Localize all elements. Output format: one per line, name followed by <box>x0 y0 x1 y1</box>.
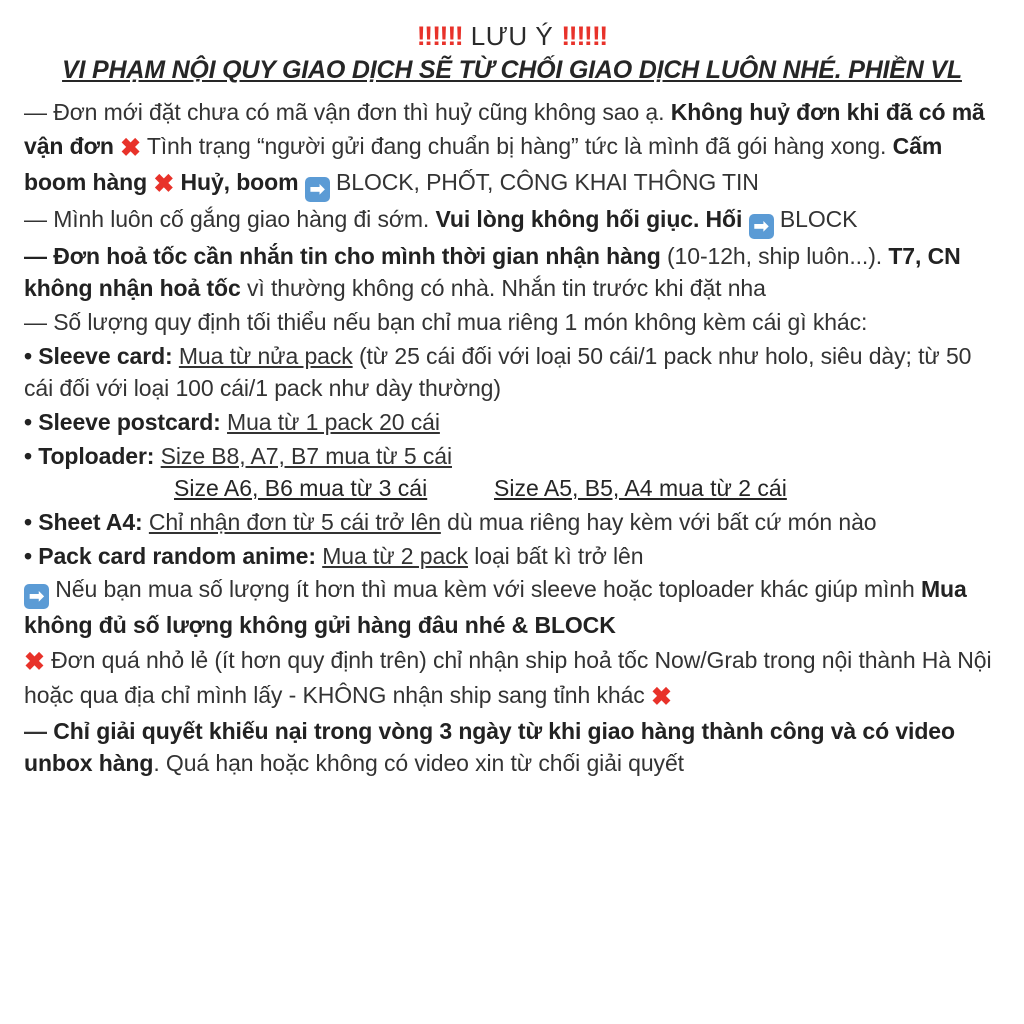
page-title <box>24 22 1000 52</box>
bullet-sheet-a4-label: • Sheet A4: <box>24 508 143 535</box>
rule-min-quantity-intro: — Số lượng quy định tối thiểu nếu bạn chỉ mua riêng 1 món không kèm cái gì khác: <box>24 308 868 335</box>
bullet-sheet-a4 <box>24 506 1000 539</box>
rule-combine-a: Nếu bạn mua số lượng ít hơn thì mua kèm với sleeve hoặc toploader khác giúp mình <box>55 576 915 603</box>
rule-no-rush-a: — Mình luôn cố gắng giao hàng đi sớm. <box>24 205 430 232</box>
bullet-toploader-qty-3: Size A5, B5, A4 mua từ 2 cái <box>494 475 787 502</box>
cross-mark-icon-2: ✖ <box>153 169 175 198</box>
rule-combine-b: Mua không đủ số lượng không gửi hàng đâu nhé & BLOCK <box>24 576 967 639</box>
rule-no-rush-c: BLOCK <box>779 205 858 232</box>
rule-express-order <box>24 240 1000 305</box>
rule-no-rush-b: Vui lòng không hối giục. Hối <box>435 205 743 232</box>
rule-cancel-text-b: Không huỷ đơn khi đã có mã vận đơn <box>24 99 985 160</box>
bullet-toploader-qty-2: Size A6, B6 mua từ 3 cái <box>174 475 428 502</box>
rule-complaint-b: Chỉ giải quyết khiếu nại trong vòng 3 ngày từ khi giao hàng thành công và có video unbox hàng <box>24 717 955 777</box>
rule-boom-consequence-b: BLOCK, PHỐT, CÔNG KHAI THÔNG TIN <box>336 168 759 195</box>
cross-mark-icon: ✖ <box>120 134 141 163</box>
bullet-toploader-label: • Toploader: <box>24 442 155 469</box>
rule-cancel-text-c: Tình trạng “người gửi đang chuẩn bị hàng” tức là mình đã gói hàng xong. <box>146 133 887 160</box>
rule-small-order-text: Đơn quá nhỏ lẻ (ít hơn quy định trên) chỉ nhận ship hoả tốc Now/Grab trong nội thành Hà Nội hoặc qua địa chỉ mình lấy - KHÔNG nhận ship sang tỉnh khác <box>24 646 992 709</box>
bullet-sleeve-postcard-label: • Sleeve postcard: <box>24 408 221 435</box>
arrow-right-icon: ➡ <box>305 177 330 202</box>
bullet-pack-card-label: • Pack card random anime: <box>24 542 316 569</box>
page-subtitle: VI PHẠM NỘI QUY GIAO DỊCH SẼ TỪ CHỐI GIAO DỊCH LUÔN NHÉ. PHIỀN VL <box>62 55 962 84</box>
rule-express-a: — Đơn hoả tốc cần nhắn tin cho mình thời gian nhận hàng <box>24 242 661 269</box>
bullet-sleeve-card-note: (từ 25 cái đối với loại 50 cái/1 pack như holo, siêu dày; từ 50 cái đối với loại 100 cái/1 pack như dày thường) <box>24 342 972 402</box>
warning-bangs-right-icon: ‼‼‼ <box>561 21 608 51</box>
rule-boom-consequence-a: Huỷ, boom <box>180 168 299 195</box>
rule-complaint-dash: — <box>24 717 47 744</box>
rule-express-d: vì thường không có nhà. Nhắn tin trước khi đặt nha <box>247 275 766 302</box>
rule-complaint-c: . Quá hạn hoặc không có video xin từ chối giải quyết <box>153 750 684 777</box>
bullet-toploader-sizes-row <box>24 472 1000 505</box>
rule-no-boom-label: Cấm boom hàng <box>24 133 943 195</box>
cross-mark-icon-4: ✖ <box>650 683 672 712</box>
bullet-sleeve-card-qty: Mua từ nửa pack <box>178 342 353 369</box>
cross-mark-icon-3: ✖ <box>24 647 45 676</box>
bullet-sheet-a4-qty: Chỉ nhận đơn từ 5 cái trở lên <box>148 508 441 535</box>
rule-cancel-order <box>24 96 1000 201</box>
bullet-sleeve-card <box>24 340 1000 405</box>
rule-no-rush <box>24 203 1000 239</box>
warning-bangs-left-icon: ‼‼‼ <box>416 21 463 51</box>
bullet-sheet-a4-note: dù mua riêng hay kèm với bất cứ món nào <box>447 508 877 535</box>
bullet-pack-card-random <box>24 540 1000 573</box>
arrow-right-icon-3: ➡ <box>24 584 49 609</box>
bullet-pack-card-note: loại bất kì trở lên <box>474 542 644 569</box>
bullet-pack-card-qty: Mua từ 2 pack <box>322 542 468 569</box>
rule-express-b: (10-12h, ship luôn...). <box>667 242 883 269</box>
rule-cancel-text-a: — Đơn mới đặt chưa có mã vận đơn thì huỷ cũng không sao ạ. <box>24 99 665 126</box>
rule-combine-order <box>24 573 1000 642</box>
arrow-right-icon-2: ➡ <box>749 214 774 239</box>
rule-small-order-shipping <box>24 643 1000 714</box>
bullet-sleeve-card-label: • Sleeve card: <box>24 342 173 369</box>
rule-complaint-window <box>24 715 1000 780</box>
bullet-toploader-qty-1: Size B8, A7, B7 mua từ 5 cái <box>160 442 452 469</box>
bullet-toploader <box>24 440 1000 473</box>
bullet-sleeve-postcard <box>24 406 1000 439</box>
rule-express-c: T7, CN không nhận hoả tốc <box>24 242 961 302</box>
bullet-sleeve-postcard-qty: Mua từ 1 pack 20 cái <box>227 408 440 435</box>
page-title-text: LƯU Ý <box>470 21 554 51</box>
